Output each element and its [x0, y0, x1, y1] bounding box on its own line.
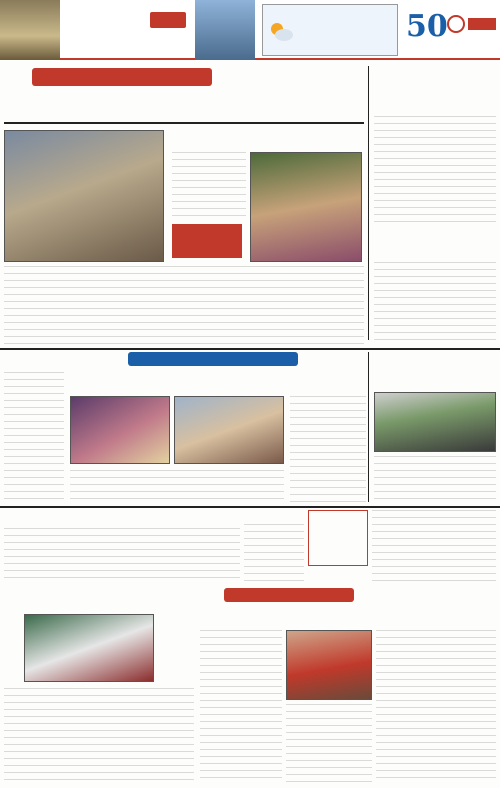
vehicle-photo: [374, 392, 496, 452]
district-body-right: [376, 630, 496, 782]
photo-caption-badge: [172, 224, 242, 258]
svg-text:50: 50: [406, 9, 448, 44]
sun-cloud-icon: [268, 20, 294, 42]
bottom-right-body: [372, 510, 496, 584]
family-photo: [286, 630, 372, 700]
lead-photo: [4, 130, 164, 262]
masthead-tag: [150, 12, 186, 28]
celebration-photo: [24, 614, 154, 682]
district-strip: [224, 588, 354, 602]
column-divider: [368, 66, 369, 340]
right-second-body: [374, 262, 496, 340]
awareness-photo: [70, 396, 170, 464]
temple-illustration: [0, 0, 60, 60]
ganesh-body: [4, 372, 64, 502]
district-body-middle: [286, 704, 372, 782]
lead-body-columns: [4, 266, 364, 346]
district-body-left: [200, 630, 282, 782]
footer-left-body: [4, 688, 194, 782]
section-strip: [32, 68, 212, 86]
divider: [4, 122, 364, 124]
skyline-illustration: [195, 0, 255, 60]
bottom-box-headline: [308, 510, 368, 566]
anniversary-logo: [402, 4, 498, 44]
queue-photo: [250, 152, 362, 262]
column-divider: [368, 352, 369, 502]
section-divider: [0, 506, 500, 508]
right-body-text: [374, 116, 496, 226]
rally-photo: [174, 396, 284, 464]
bottom-small-body: [244, 524, 304, 584]
section-divider: [0, 348, 500, 350]
lead-body-text: [172, 152, 246, 222]
middle-body-lower: [70, 470, 284, 502]
vehicle-body: [374, 456, 496, 502]
bottom-left-body: [4, 528, 240, 584]
middle-strip: [128, 352, 298, 366]
middle-body: [290, 396, 366, 502]
